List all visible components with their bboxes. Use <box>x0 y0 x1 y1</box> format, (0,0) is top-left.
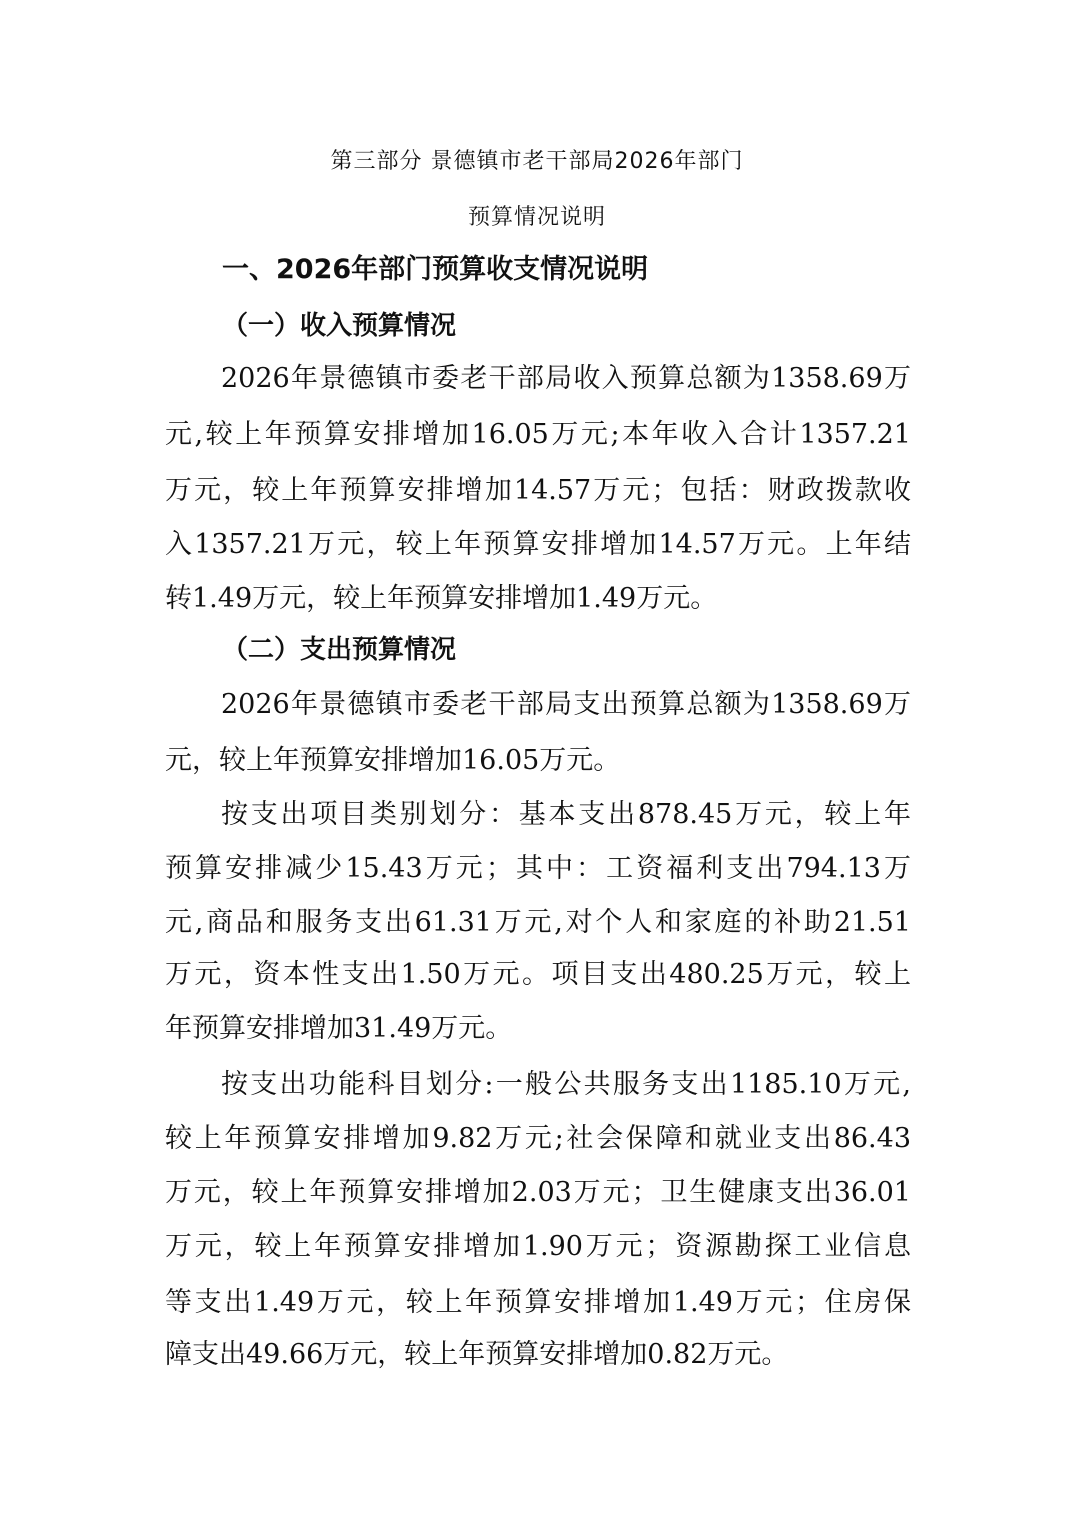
expenditure-by-type-line: 元,商品和服务支出61.31万元,对个人和家庭的补助21.51 <box>165 907 911 938</box>
expenditure-by-function-line: 障支出49.66万元，较上年预算安排增加0.82万元。 <box>165 1339 789 1370</box>
document-title-line-2: 预算情况说明 <box>467 205 606 230</box>
expenditure-by-type-line: 按支出项目类别划分：基本支出878.45万元，较上年 <box>221 799 911 830</box>
expenditure-by-type-line: 预算安排减少15.43万元；其中：工资福利支出794.13万 <box>165 853 911 884</box>
income-paragraph-line: 入1357.21万元，较上年预算安排增加14.57万元。上年结 <box>165 529 911 560</box>
expenditure-total-line: 2026年景德镇市委老干部局支出预算总额为1358.69万 <box>221 689 911 720</box>
income-subheading: （一）收入预算情况 <box>222 311 457 341</box>
expenditure-by-function-line: 按支出功能科目划分:一般公共服务支出1185.10万元, <box>221 1069 911 1100</box>
income-paragraph-line: 元,较上年预算安排增加16.05万元;本年收入合计1357.21 <box>165 419 911 450</box>
expenditure-total-line: 元，较上年预算安排增加16.05万元。 <box>165 745 621 776</box>
income-paragraph-line: 转1.49万元，较上年预算安排增加1.49万元。 <box>165 583 718 614</box>
expenditure-by-function-line: 等支出1.49万元，较上年预算安排增加1.49万元；住房保 <box>165 1287 911 1318</box>
expenditure-by-type-line: 年预算安排增加31.49万元。 <box>165 1013 513 1044</box>
expenditure-by-type-line: 万元，资本性支出1.50万元。项目支出480.25万元，较上 <box>165 959 911 990</box>
expenditure-by-function-line: 万元，较上年预算安排增加2.03万元；卫生健康支出36.01 <box>165 1177 911 1208</box>
section-heading: 一、2026年部门预算收支情况说明 <box>222 254 649 285</box>
income-paragraph-line: 万元，较上年预算安排增加14.57万元；包括：财政拨款收 <box>165 475 911 506</box>
income-paragraph-line: 2026年景德镇市委老干部局收入预算总额为1358.69万 <box>221 363 911 394</box>
expenditure-by-function-line: 较上年预算安排增加9.82万元;社会保障和就业支出86.43 <box>165 1123 911 1154</box>
expenditure-subheading: （二）支出预算情况 <box>222 635 457 665</box>
document-title-line-1: 第三部分 景德镇市老干部局2026年部门 <box>330 149 744 174</box>
expenditure-by-function-line: 万元，较上年预算安排增加1.90万元；资源勘探工业信息 <box>165 1231 911 1262</box>
